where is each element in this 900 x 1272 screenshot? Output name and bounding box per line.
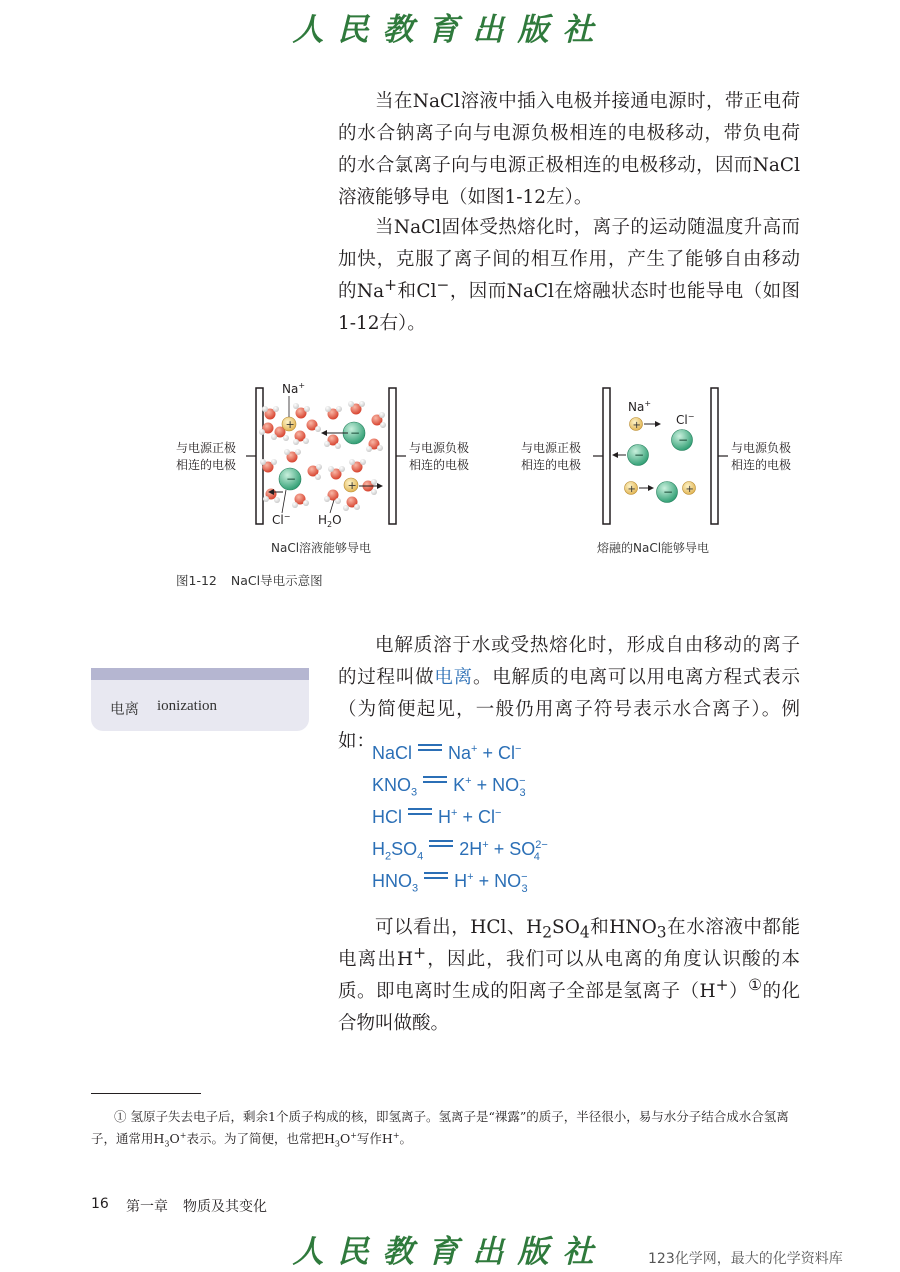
- equation-hcl: [372, 807, 501, 828]
- paragraph-molten-conduction: [338, 212, 800, 340]
- label-negative-electrode-2: 相连的电极: [731, 458, 792, 472]
- hydrated-sodium-ion: [259, 403, 321, 445]
- label-positive-electrode-2: 相连的电极: [176, 458, 237, 472]
- svg-text:+: +: [632, 420, 641, 431]
- paragraph-acid-definition: 可以看出，HCl、$H_2SO_4$和$HNO_3$在水溶液中都能电离出H+，因此，我们可以从电离的角度认识酸的本质。即电离时生成的阳离子全部是氢离子（H+）①的化合物叫做酸。: [338, 917, 800, 1034]
- equals-sign: [423, 773, 447, 786]
- glossary-term-cn: 电离: [110, 702, 139, 718]
- text: ，因而NaCl在熔融状态时也能导电（如图1-12右）。: [338, 281, 801, 334]
- publisher-logo: 人民教育出版社: [292, 12, 608, 48]
- equals-sign: [424, 869, 448, 882]
- eq-rhs: $H^+ + NO^-_3$: [454, 871, 528, 895]
- equals-sign: [429, 837, 453, 850]
- eq-rhs: H+ + Cl−: [438, 807, 502, 827]
- eq-rhs: $2H^+ + SO^{2-}_4$: [459, 839, 548, 863]
- label-sodium: Na+: [282, 381, 306, 396]
- eq-lhs: $KNO_3$: [372, 775, 418, 799]
- key-term: 电离: [434, 667, 473, 688]
- hydrated-chloride-ion: [324, 401, 386, 452]
- superscript: +: [384, 275, 398, 294]
- caption-molten: 熔融的NaCl能够导电: [597, 541, 710, 555]
- caption-solution: NaCl溶液能够导电: [271, 541, 372, 555]
- glossary-term-en: ionization: [157, 698, 217, 714]
- text: 电解质溶于水或受热熔化时，形成自由移动的离子的过程叫做: [338, 635, 800, 688]
- glossary-header-bar: [91, 668, 309, 680]
- eq-lhs: $H_2SO_4$: [372, 839, 424, 863]
- publisher-logo-footer: 人民教育出版社: [292, 1234, 608, 1270]
- paragraph-solution-conduction: 当在NaCl溶液中插入电极并接通电源时，带正电荷的水合钠离子向与电源负极相连的电极移动，带负电荷的水合氯离子向与电源正极相连的电极移动，因而NaCl溶液能够导电（如图1-12左）。: [338, 91, 800, 208]
- electrode-negative: [711, 388, 718, 524]
- panel-molten: [521, 388, 791, 555]
- eq-lhs: HCl: [372, 807, 402, 827]
- electrode-positive: [603, 388, 610, 524]
- svg-text:−: −: [663, 485, 674, 499]
- equation-nacl: [372, 743, 521, 764]
- text: 当NaCl固体受热熔化时，离子的运动随温度升高而加快，克服了离子间的相互作用，产生了能够自由移动的Na: [338, 217, 800, 302]
- chapter-title: 物质及其变化: [183, 1199, 267, 1215]
- electrode-negative: [389, 388, 396, 524]
- text: 和Cl: [397, 281, 437, 302]
- eq-lhs: $HNO_3$: [372, 871, 419, 895]
- label-negative-electrode-1: 与电源负极: [409, 441, 470, 455]
- svg-text:−: −: [678, 433, 689, 447]
- label-sodium: Na+: [628, 399, 652, 414]
- figure-title: NaCl导电示意图: [230, 573, 323, 588]
- chapter-label: 第一章: [126, 1199, 168, 1215]
- eq-rhs: Na+ + Cl−: [448, 743, 522, 763]
- label-water: $H_2O$: [318, 513, 342, 529]
- label-negative-electrode-1: 与电源负极: [731, 441, 792, 455]
- figure-nacl-conduction: [0, 370, 900, 610]
- equals-sign: [418, 741, 442, 754]
- equation-kno3: [372, 775, 526, 799]
- footnote-mark: ①: [114, 1109, 127, 1124]
- electrode-positive: [256, 388, 263, 524]
- hydrated-sodium-ion: [324, 459, 377, 511]
- svg-text:+: +: [347, 479, 357, 492]
- eq-lhs: NaCl: [372, 743, 413, 763]
- superscript: −: [436, 275, 450, 294]
- glossary-box: [91, 668, 309, 731]
- label-positive-electrode-1: 与电源正极: [176, 441, 237, 455]
- footnote-rule: [91, 1093, 201, 1094]
- label-positive-electrode-2: 相连的电极: [521, 458, 582, 472]
- eq-rhs: $K^+ + NO^-_3$: [453, 775, 526, 799]
- equals-sign: [408, 805, 432, 818]
- svg-text:+: +: [285, 418, 295, 431]
- svg-text:−: −: [286, 472, 297, 486]
- page-number: 16: [91, 1196, 109, 1212]
- figure-caption: [176, 571, 323, 589]
- equation-hno3: [372, 871, 528, 895]
- svg-text:+: +: [627, 484, 636, 495]
- svg-text:−: −: [634, 448, 645, 462]
- footnote: ① 氢原子失去电子后，剩余1个质子构成的核，即氢离子。氢离子是“裸露”的质子，半径很小，易与水分子结合成水合氢离子，通常用$H_3O^+$表示。为了简便，也常把$H_3O^+$写作H+。: [91, 1109, 789, 1149]
- hydrated-chloride-ion: [260, 449, 322, 508]
- panel-solution: [176, 381, 469, 555]
- svg-text:+: +: [685, 484, 694, 495]
- label-chloride: Cl−: [272, 512, 291, 527]
- label-negative-electrode-2: 相连的电极: [409, 458, 470, 472]
- label-positive-electrode-1: 与电源正极: [521, 441, 582, 455]
- figure-number: 图1-12: [176, 573, 217, 588]
- label-chloride: Cl−: [676, 412, 695, 427]
- paragraph-ionization-definition: [338, 630, 800, 758]
- svg-text:−: −: [350, 426, 361, 440]
- watermark: 123化学网，最大的化学资料库: [648, 1251, 843, 1267]
- equation-h2so4: [372, 839, 548, 863]
- footnote-ref: ①: [748, 975, 763, 994]
- text: 。电解质的电离可以用电离方程式表示（为简便起见，一般仍用离子符号表示水合离子）。例如：: [338, 667, 800, 752]
